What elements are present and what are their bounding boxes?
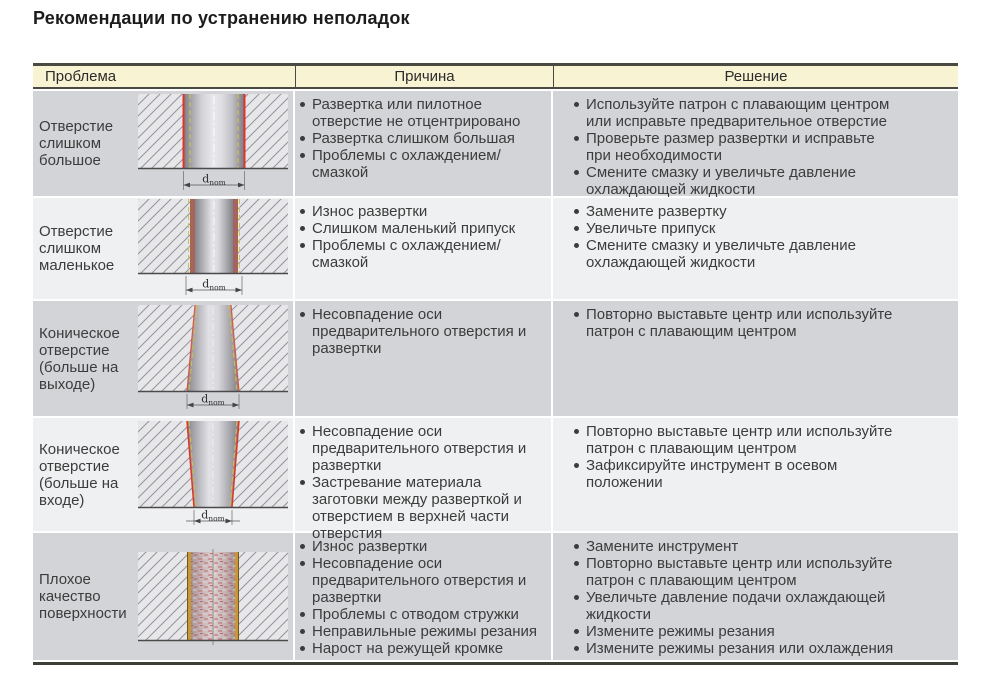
problem-cell [33,533,293,660]
cause-cell [295,301,551,416]
cause-item: Застревание материала заготовки между разверткой и отверстием в верхней части отверстия [299,474,541,542]
tapered-hole-entry-diagram-svg [138,421,288,529]
cause-list [299,306,541,357]
solution-cell [553,198,958,299]
tapered-hole-entry-diagram [138,421,288,529]
solution-item: Зафиксируйте инструмент в осевом положении [573,457,898,491]
solution-list [573,306,898,340]
cause-list [299,538,541,657]
troubleshooting-table [33,63,958,665]
table-row [33,418,958,542]
solution-item: Измените режимы резания [573,623,898,640]
tapered-hole-exit-diagram [138,305,288,413]
hole-oversized-diagram-svg [138,94,288,194]
solution-item: Увеличьте давление подачи охлаждающей жидкости [573,589,898,623]
dnom-dimension-label: $d_{nom}$ [202,277,226,292]
solution-cell [553,533,958,660]
cause-item: Несовпадение оси предварительного отверстия и развертки [299,555,541,606]
dnom-dimension-label: $d_{nom}$ [201,508,225,523]
header-solution: Решение [553,66,958,87]
hole-undersized-diagram [138,199,288,299]
solution-item: Смените смазку и увеличьте давление охлаждающей жидкости [573,237,898,271]
solution-cell [553,91,958,196]
solution-item: Измените режимы резания или охлаждения [573,640,898,657]
table-row [33,301,958,416]
problem-label: Отверстие слишком маленькое [39,223,115,274]
table-header-row [33,63,958,89]
cause-item: Нарост на режущей кромке [299,640,541,657]
table-bottom-border [33,662,958,665]
solution-item: Повторно выставьте центр или используйте патрон с плавающим центром [573,306,898,340]
solution-cell [553,301,958,416]
cause-item: Несовпадение оси предварительного отверстия и развертки [299,423,541,474]
problem-cell [33,198,293,299]
problem-label: Коническое отверстие (больше на входе) [39,440,120,509]
dnom-dimension-label: $d_{nom}$ [201,392,225,407]
header-cause: Причина [295,66,553,87]
solution-item: Повторно выставьте центр или используйте патрон с плавающим центром [573,555,898,589]
cause-item: Слишком маленький припуск [299,220,541,237]
solution-item: Замените развертку [573,203,898,220]
problem-cell [33,418,293,531]
solution-item: Смените смазку и увеличьте давление охлаждающей жидкости [573,164,898,198]
solution-item: Замените инструмент [573,538,898,555]
solution-cell [553,418,958,531]
solution-item: Используйте патрон с плавающим центром или исправьте предварительное отверстие [573,96,898,130]
poor-surface-finish-diagram-svg [138,549,288,645]
table-row [33,198,958,299]
cause-item: Проблемы с охлаждением/смазкой [299,237,541,271]
problem-label: Плохое качество поверхности [39,571,127,622]
cause-item: Развертка слишком большая [299,130,541,147]
hole-undersized-diagram-svg [138,199,288,299]
hole-oversized-diagram [138,94,288,194]
tapered-hole-exit-diagram-svg [138,305,288,413]
solution-list [573,423,898,491]
table-row [33,91,958,196]
problem-cell [33,91,293,196]
page-title: Рекомендации по устранению неполадок [33,8,410,28]
cause-list [299,96,541,181]
solution-list [573,538,898,657]
cause-list [299,423,541,542]
solution-item: Увеличьте припуск [573,220,898,237]
solution-item: Повторно выставьте центр или используйте патрон с плавающим центром [573,423,898,457]
problem-cell [33,301,293,416]
header-problem: Проблема [45,68,117,85]
cause-item: Проблемы с отводом стружки [299,606,541,623]
cause-item: Неправильные режимы резания [299,623,541,640]
cause-item: Износ развертки [299,538,541,555]
cause-cell [295,418,551,542]
table-row [33,533,958,660]
poor-surface-finish-diagram [138,549,288,645]
solution-list [573,203,898,271]
problem-label: Отверстие слишком большое [39,118,114,169]
problem-label: Коническое отверстие (больше на выходе) [39,324,120,393]
cause-item: Проблемы с охлаждением/смазкой [299,147,541,181]
solution-item: Проверьте размер развертки и исправьте при необходимости [573,130,898,164]
cause-cell [295,198,551,299]
cause-list [299,203,541,271]
cause-item: Развертка или пилотное отверстие не отцентрировано [299,96,541,130]
cause-item: Износ развертки [299,203,541,220]
cause-item: Несовпадение оси предварительного отверстия и развертки [299,306,541,357]
solution-list [573,96,898,198]
dnom-dimension-label: $d_{nom}$ [202,172,226,187]
cause-cell [295,533,551,660]
cause-cell [295,91,551,196]
